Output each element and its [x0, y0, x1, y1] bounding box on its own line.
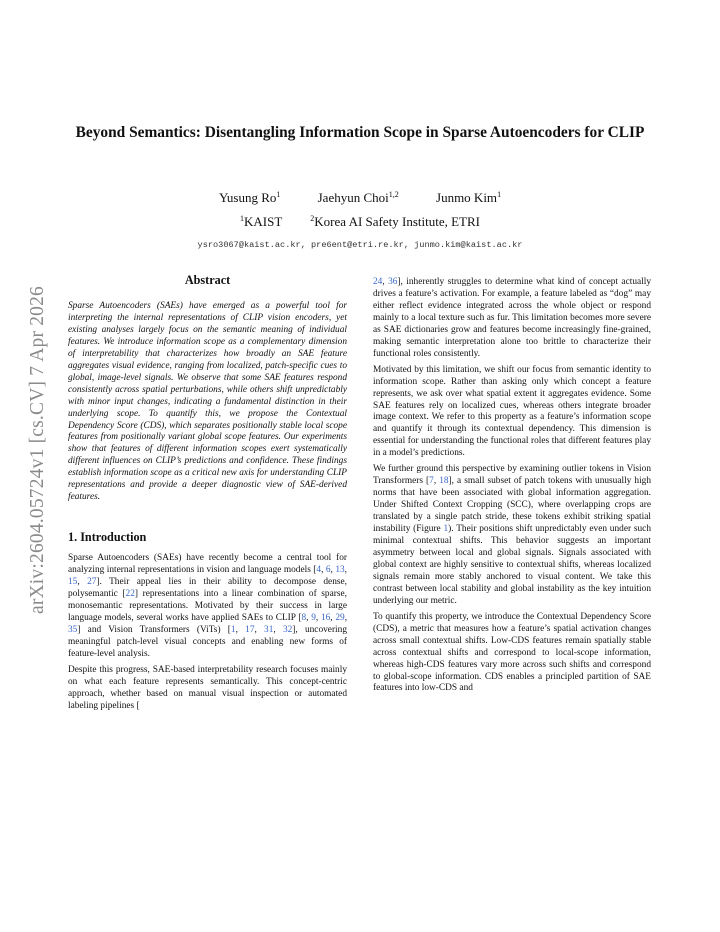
intro-paragraph-1: Sparse Autoencoders (SAEs) have recently become a central tool for analyzing internal representations in vision and language models [4, 6, 13, 15, 27]. Their appeal lies in their ability to decompose dense, polysemantic [22] representations into a linear combination of sparse, monosemantic representations. Motivated by their success in large language models, several works have applied SAEs to CLIP [8, 9, 16, 29, 35] and Vision Transformers (ViTs) [1, 17, 31, 32], uncovering meaningful patch-level visual concepts and enabling new forms of feature-level analysis. — [68, 553, 348, 659]
figure-reference-link[interactable]: 1 — [443, 524, 449, 535]
author-affil-marker: 1,2 — [388, 190, 399, 199]
right-column — [373, 277, 651, 699]
abstract-text: Sparse Autoencoders (SAEs) have emerged as a powerful tool for interpreting the internal representations of CLIP vision encoders, yet existing analyses largely focus on the semantic meaning of individual features. We introduce information scope as a complementary dimension of interpretability that characterizes how broadly an SAE feature aggregates visual evidence, ranging from localized, patch-specific cues to global, image-level signals. We observe that some SAE features respond consistently across spatial perturbations, while others shift unpredictably with minor input changes, indicating a fundamental distinction in their underlying scope. To quantify this, we propose the Contextual Dependency Score (CDS), which separates positionally stable local scope features from positionally variant global scope features. Our experiments show that features of different information scopes exert systematically different influences on CLIP’s predictions and confidence. These findings establish information scope as a critical new axis for understanding CLIP representations and provide a deeper diagnostic view of SAE-derived features. — [68, 301, 347, 503]
citation-link[interactable]: 36 — [388, 277, 398, 287]
author-3 — [436, 190, 501, 205]
left-column — [68, 272, 347, 717]
citation-link[interactable]: 18 — [439, 476, 449, 487]
citation-link[interactable]: 7 — [429, 476, 434, 487]
affil-marker: 1 — [240, 214, 244, 223]
citation-link[interactable]: 4 — [316, 565, 322, 576]
citation-link[interactable]: 15 — [68, 577, 78, 588]
author-name: Junmo Kim — [436, 190, 498, 205]
citation-link[interactable]: 17 — [245, 624, 255, 635]
intro-paragraph-2-start: Despite this progress, SAE-based interpretability research focuses mainly on what each feature represents semantically. This concept-centric approach, whether based on manual visual inspection or automated labeling pipelines [ — [68, 664, 347, 711]
abstract-heading: Abstract — [184, 273, 231, 287]
intro-paragraph-4: We further ground this perspective by examining outlier tokens in Vision Transformers [7, 18], a small subset of patch tokens with unusually high norms that have been associated with global information aggregation. Under Shifted Context Cropping (SCC), where overlapping crops are translated by a single patch stride, these tokens exhibit striking spatial instability (Figure 1). Their positions shift unpredictably even under such minimal contextual shifts. This behavior suggests an important asymmetry between local and global signals. Signals associated with global context are highly sensitive to contextual shifts, whereas localized signals remain more stably anchored to visual content. We take this contrast between local stability and global instability as the key intuition underlying our metric. — [373, 464, 652, 606]
affiliation-1 — [240, 214, 282, 229]
author-2 — [318, 190, 399, 205]
citation-link[interactable]: 29 — [335, 612, 345, 623]
citation-link[interactable]: 24 — [373, 277, 383, 287]
intro-paragraph-2-continued: 24, 36], inherently struggles to determine what kind of concept actually drives a feature’s activation. For example, a feature labeled as “dog” may either reflect evidence integrated across the whole object or respond mainly to a local texture such as fur. This limitation becomes more severe as SAE dictionaries grow and features become increasingly fine-grained, making semantic interpretation alone too brittle to characterize their functional roles consistently. — [373, 277, 651, 359]
intro-paragraph-5: To quantify this property, we introduce the Contextual Dependency Score (CDS), a metric that measures how a feature’s spatial activation changes across small contextual shifts. Low-CDS features remain spatially stable across contextual shifts and correspond to local-scope information, whereas high-CDS features vary more across such shifts and correspond to global-scope information. CDS enables a principled partition of SAE features into low-CDS and — [373, 611, 651, 694]
affiliation-list — [0, 213, 720, 231]
affil-marker: 2 — [310, 214, 315, 223]
citation-link[interactable]: 6 — [325, 565, 331, 576]
citation-link[interactable]: 9 — [311, 612, 316, 623]
citation-link[interactable]: 35 — [68, 624, 78, 635]
arxiv-identifier-stamp[interactable]: arXiv:2604.05724v1 [cs.CV] 7 Apr 2026 — [27, 285, 48, 615]
citation-link[interactable]: 13 — [335, 565, 345, 576]
intro-paragraph-3: Motivated by this limitation, we shift our focus from semantic identity to information scope. Rather than asking only which concept a feature represents, we ask over what spatial extent it aggregates evidence. Some SAE features rely on localized cues, whereas others integrate broader image context. We refer to this property as a feature’s information scope and quantify it through its contextual dependency. This dimension is essential for understanding the functional roles that different features play in a model’s predictions. — [373, 364, 651, 459]
citation-link[interactable]: 32 — [282, 624, 293, 635]
citation-link[interactable]: 16 — [320, 612, 331, 623]
affiliation-2 — [310, 214, 480, 229]
citation-link[interactable]: 8 — [301, 612, 307, 623]
author-emails[interactable]: ysro3067@kaist.ac.kr, pre6ent@etri.re.kr, junmo.kim@kaist.ac.kr — [197, 240, 523, 250]
citation-link[interactable]: 31 — [264, 624, 274, 635]
affiliation-name: KAIST — [244, 214, 283, 229]
author-list — [0, 189, 720, 207]
introduction-heading: 1. Introduction — [68, 530, 147, 545]
citation-link[interactable]: 27 — [87, 577, 97, 588]
author-affil-marker: 1 — [276, 190, 281, 199]
author-1 — [219, 190, 280, 205]
author-affil-marker: 1 — [497, 190, 502, 199]
paper-title: Beyond Semantics: Disentangling Information Scope in Sparse Autoencoders for CLIP — [75, 124, 645, 141]
author-name: Yusung Ro — [218, 190, 277, 205]
affiliation-name: Korea AI Safety Institute, ETRI — [314, 214, 480, 229]
citation-link[interactable]: 1 — [230, 624, 236, 635]
citation-link[interactable]: 22 — [125, 589, 135, 600]
author-name: Jaehyun Choi — [317, 190, 389, 205]
